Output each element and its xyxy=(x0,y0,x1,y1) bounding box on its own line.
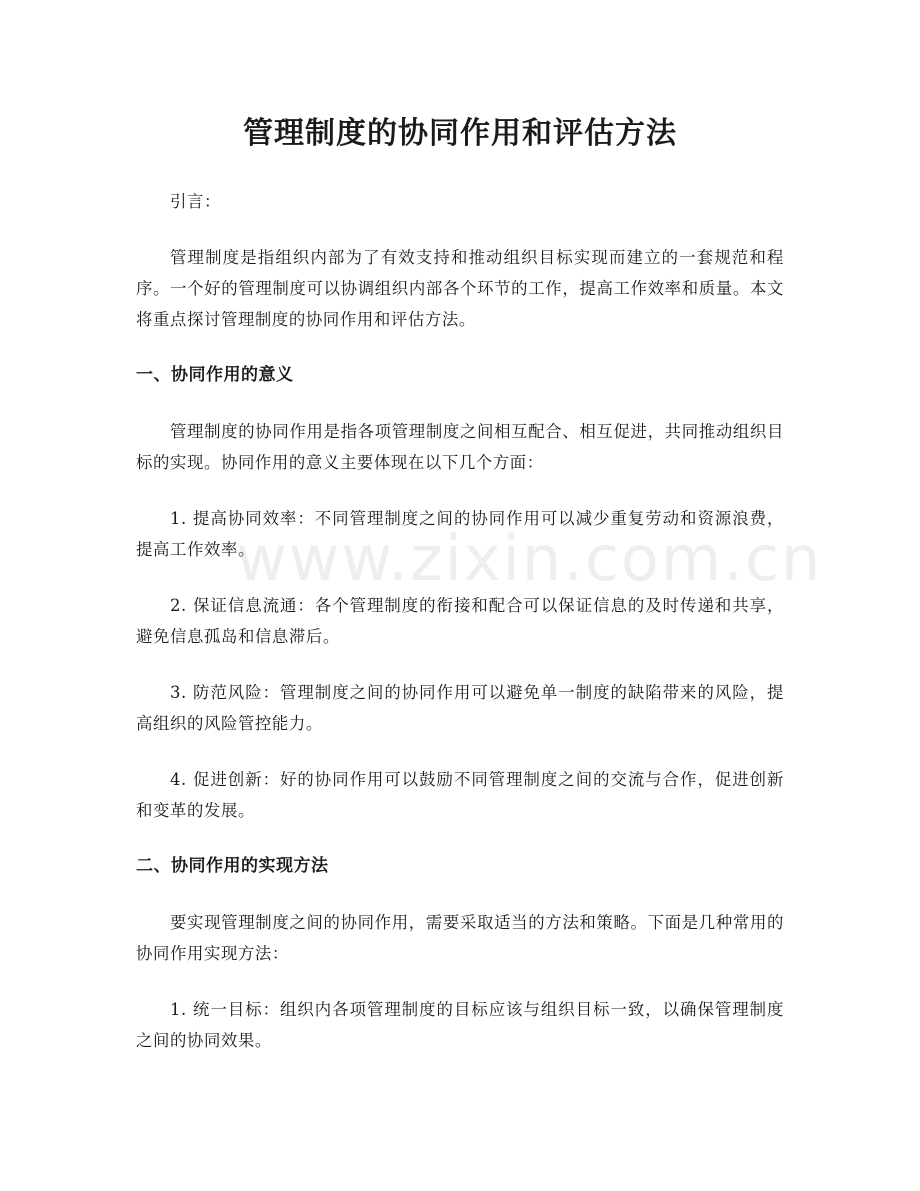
section-1-item: 1. 提高协同效率：不同管理制度之间的协同作用可以减少重复劳动和资源浪费，提高工作效率。 xyxy=(136,509,784,559)
document-body xyxy=(136,186,784,1081)
section-1-heading: 一、协同作用的意义 xyxy=(136,365,294,385)
section-1-paragraph: 管理制度的协同作用是指各项管理制度之间相互配合、相互促进，共同推动组织目标的实现。协同作用的意义主要体现在以下几个方面： xyxy=(136,422,784,472)
section-1-item: 2. 保证信息流通：各个管理制度的衔接和配合可以保证信息的及时传递和共享，避免信息孤岛和信息滞后。 xyxy=(136,596,784,646)
section-2-item: 1. 统一目标：组织内各项管理制度的目标应该与组织目标一致，以确保管理制度之间的协同效果。 xyxy=(136,1000,784,1050)
section-1-item: 4. 促进创新：好的协同作用可以鼓励不同管理制度之间的交流与合作，促进创新和变革的发展。 xyxy=(136,770,784,820)
intro-label: 引言： xyxy=(170,192,221,211)
intro-paragraph: 管理制度是指组织内部为了有效支持和推动组织目标实现而建立的一套规范和程序。一个好的管理制度可以协调组织内部各个环节的工作，提高工作效率和质量。本文将重点探讨管理制度的协同作用和评估方法。 xyxy=(136,248,784,329)
section-1-item: 3. 防范风险：管理制度之间的协同作用可以避免单一制度的缺陷带来的风险，提高组织的风险管控能力。 xyxy=(136,683,784,733)
page-title: 管理制度的协同作用和评估方法 xyxy=(243,116,677,151)
section-2-heading: 二、协同作用的实现方法 xyxy=(136,856,329,876)
watermark: www.zixin.com.cn xyxy=(236,522,823,595)
section-2-paragraph: 要实现管理制度之间的协同作用，需要采取适当的方法和策略。下面是几种常用的协同作用实现方法： xyxy=(136,913,784,963)
